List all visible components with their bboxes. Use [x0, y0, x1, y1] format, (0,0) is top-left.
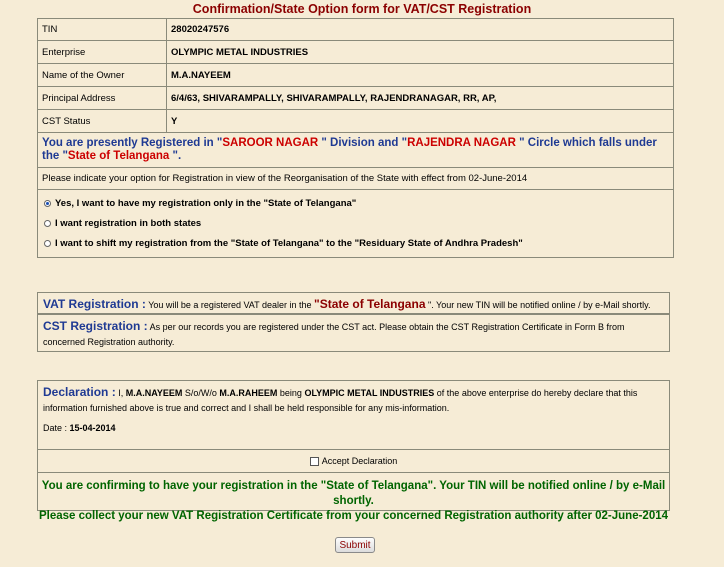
option-shift-to-andhra[interactable]: I want to shift my registration from the "State of Telangana" to the "Residuary State of Andhra Pradesh" [44, 233, 667, 253]
state-name: State of Telangana [67, 150, 170, 162]
detail-value: 6/4/63, SHIVARAMPALLY, SHIVARAMPALLY, RAJENDRANAGAR, RR, AP, [167, 87, 674, 110]
registration-options [38, 190, 674, 258]
detail-label: Principal Address [38, 87, 167, 110]
radio-button-selected[interactable] [44, 200, 51, 207]
circle-name: RAJENDRA NAGAR [407, 137, 516, 149]
declaration-heading: Declaration : [43, 385, 116, 399]
declaration-text: Declaration : I, M.A.NAYEEM S/o/W/o M.A.RAHEEM being OLYMPIC METAL INDUSTRIES of the above enterprise do hereby declare that this information furnished above is true and correct and I shall be held responsible for any mis-information. Date : 15-04-2014 [38, 381, 669, 449]
detail-value: 28020247576 [167, 19, 674, 41]
radio-button[interactable] [44, 220, 51, 227]
accept-declaration-label: Accept Declaration [321, 456, 398, 466]
option-both-states[interactable]: I want registration in both states [44, 213, 667, 233]
submit-button[interactable]: Submit [335, 537, 375, 553]
cst-heading: CST Registration : [43, 319, 148, 333]
cst-registration-box: CST Registration : As per our records you are registered under the CST act. Please obtain the CST Registration Certificate in Form B from concerned Registration authority. [37, 314, 670, 352]
detail-value: M.A.NAYEEM [167, 64, 674, 87]
registration-details-table [37, 18, 674, 258]
declaration-box [37, 380, 670, 522]
detail-label: Enterprise [38, 41, 167, 64]
registration-status-message: You are presently Registered in "SAROOR NAGAR " Division and "RAJENDRA NAGAR " Circle which falls under the "State of Telangana ". [38, 133, 674, 168]
vat-registration-box: VAT Registration : You will be a registered VAT dealer in the "State of Telangana ". Your new TIN will be notified online / by e-Mail shortly. [37, 292, 670, 314]
vat-state: "State of Telangana [314, 297, 426, 311]
page-title: Confirmation/State Option form for VAT/CST Registration [192, 2, 532, 16]
detail-label: TIN [38, 19, 167, 41]
declaration-date: Date : 15-04-2014 [43, 423, 116, 433]
detail-value: OLYMPIC METAL INDUSTRIES [167, 41, 674, 64]
detail-row-owner [38, 64, 674, 87]
accept-declaration-row[interactable] [38, 449, 669, 472]
radio-button[interactable] [44, 240, 51, 247]
detail-label: Name of the Owner [38, 64, 167, 87]
detail-row-enterprise [38, 41, 674, 64]
detail-value: Y [167, 110, 674, 133]
confirmation-message: You are confirming to have your registration in the "State of Telangana". Your TIN will be notified online / by e-Mail shortly. Please collect your new VAT Registration Certificate from your concerned Registration authority after 02-June-2014 [38, 472, 669, 515]
vat-heading: VAT Registration : [43, 297, 146, 311]
detail-row-cst-status [38, 110, 674, 133]
detail-row-tin [38, 19, 674, 41]
division-name: SAROOR NAGAR [222, 137, 319, 149]
accept-declaration-checkbox[interactable] [310, 457, 319, 466]
option-telangana-only[interactable]: Yes, I want to have my registration only in the "State of Telangana" [44, 193, 667, 213]
detail-label: CST Status [38, 110, 167, 133]
detail-row-address [38, 87, 674, 110]
option-prompt: Please indicate your option for Registration in view of the Reorganisation of the State with effect from 02-June-2014 [38, 168, 674, 190]
